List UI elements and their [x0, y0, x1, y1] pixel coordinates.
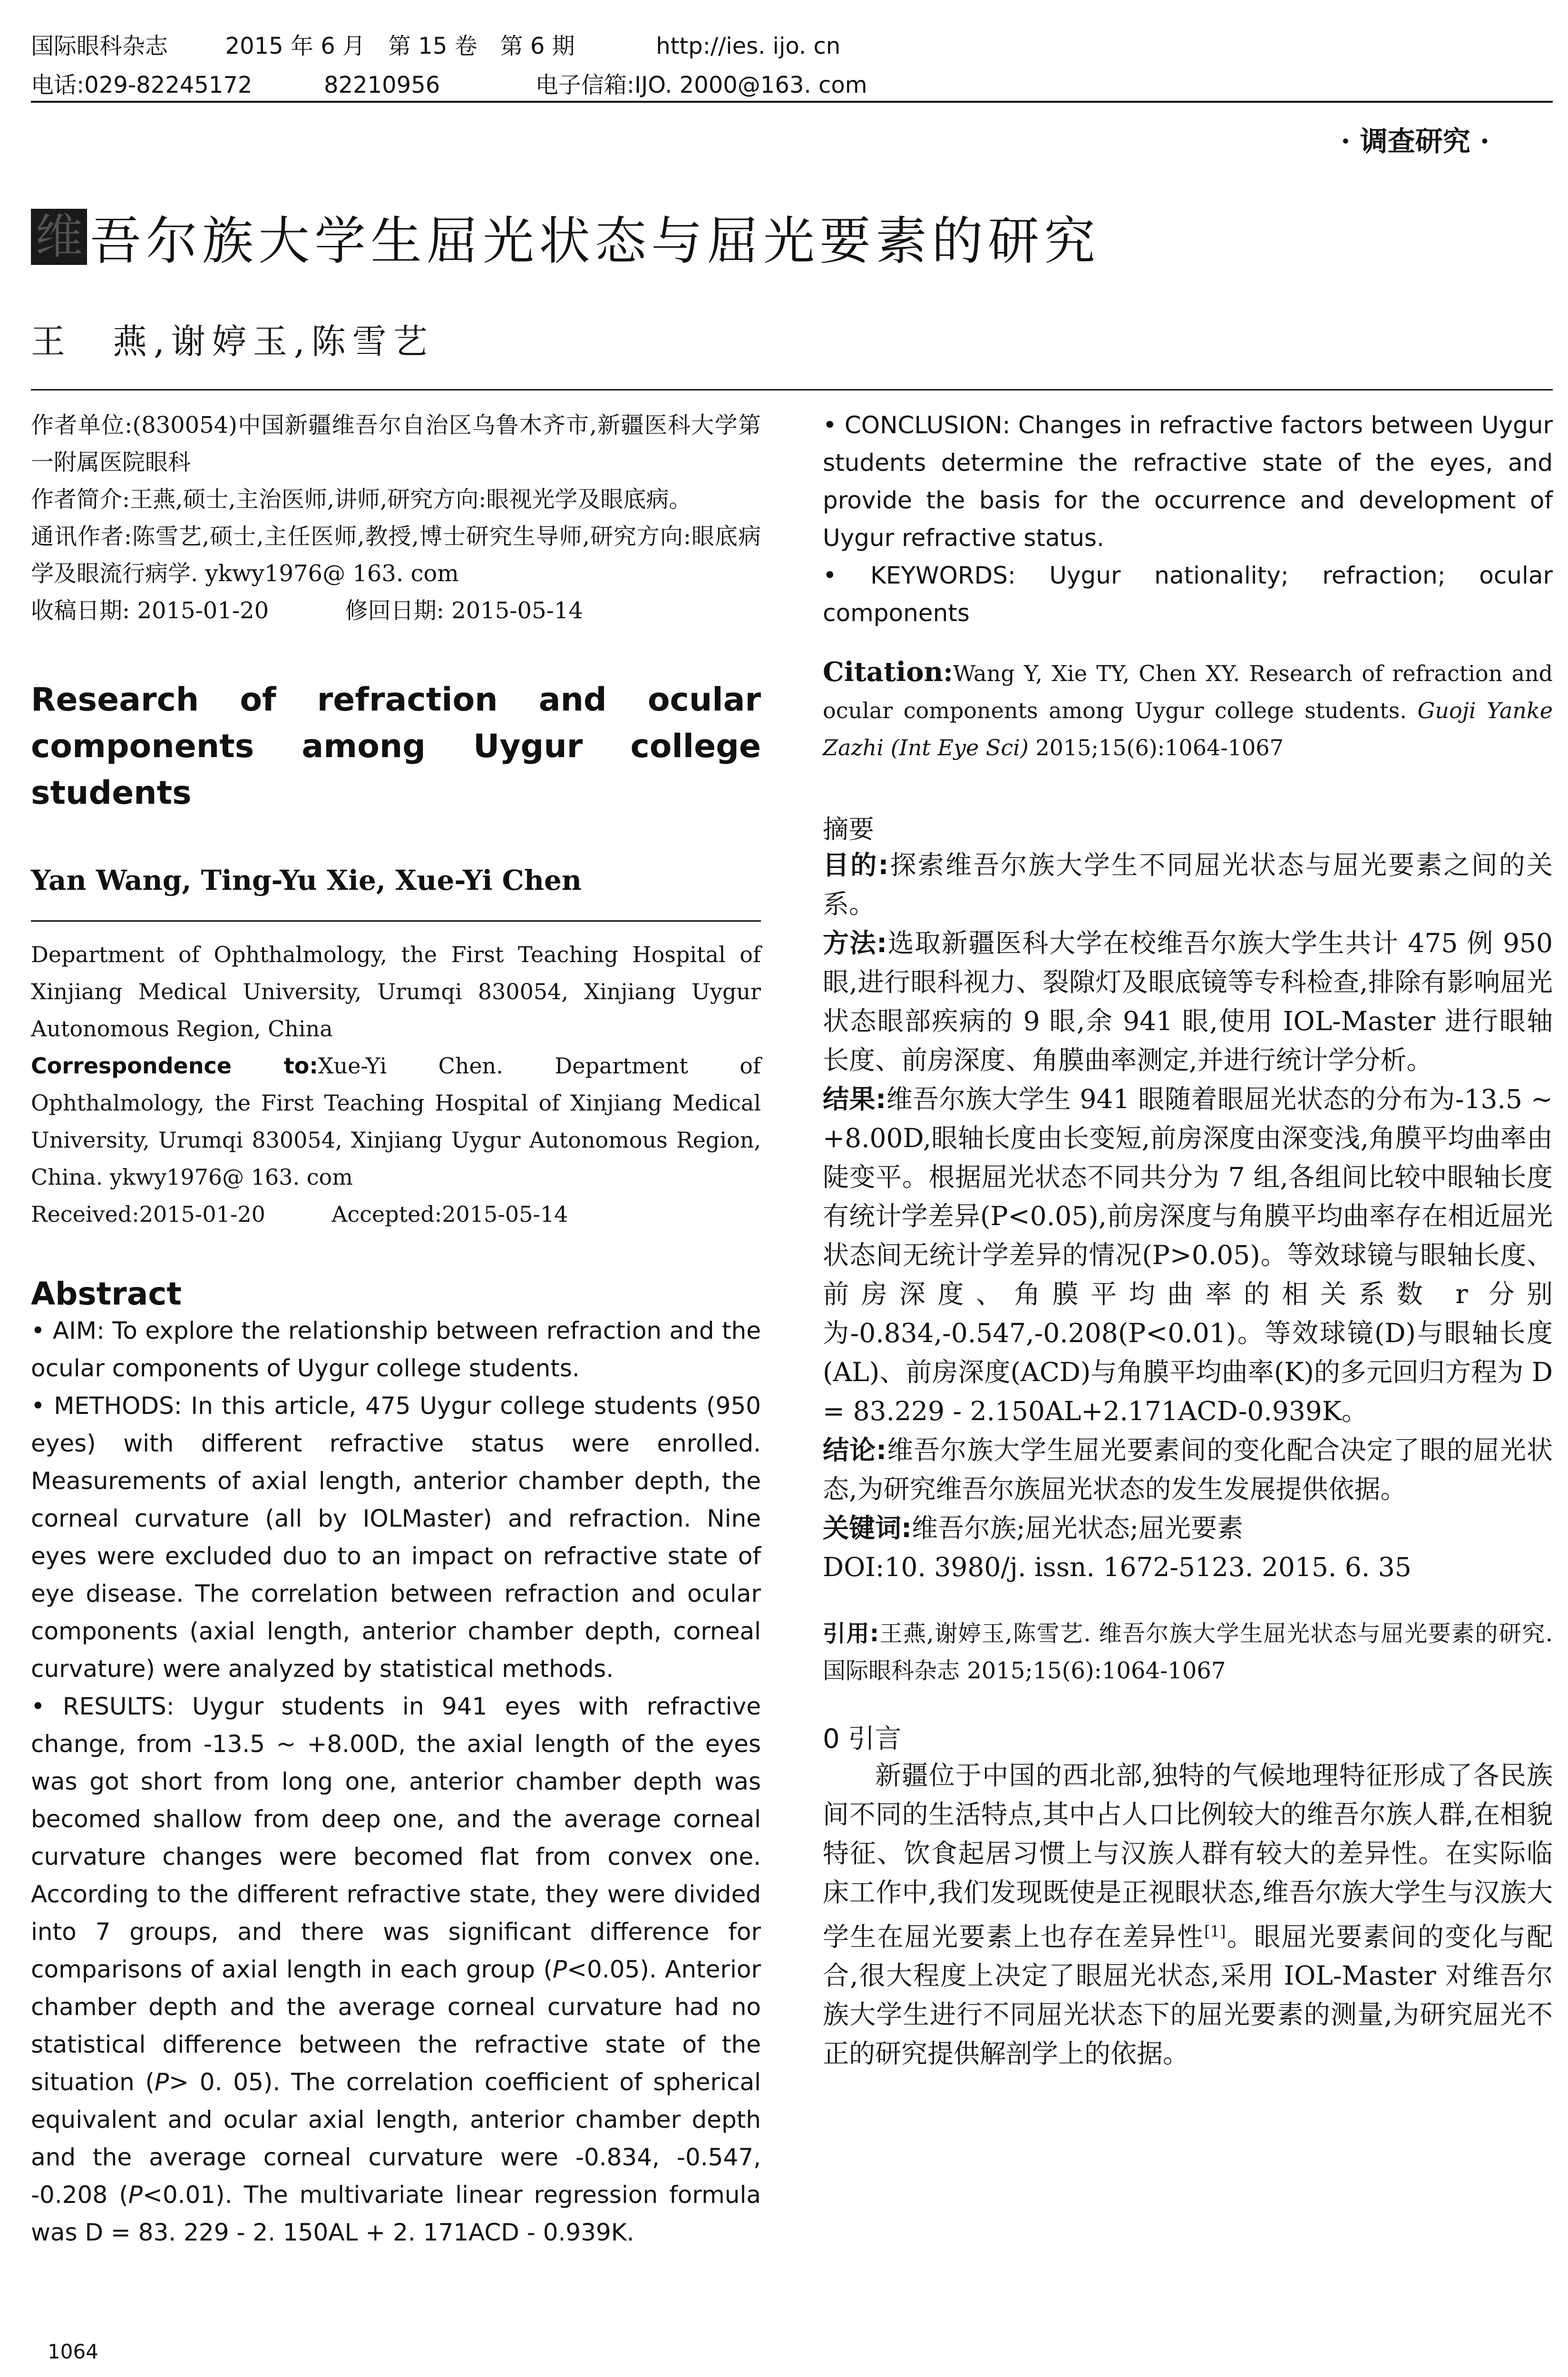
doi: DOI:10. 3980/j. issn. 1672-5123. 2015. 6. 35: [823, 1552, 1412, 1582]
conclusion-cn: 结论:维吾尔族大学生屈光要素间的变化配合决定了眼的屈光状态,为研究维吾尔族屈光状态的发生发展提供依据。: [823, 1435, 1553, 1504]
revised-cn: 修回日期: 2015-05-14: [345, 597, 583, 624]
authors-cn: 王 燕,谢婷玉,陈雪艺: [31, 321, 434, 361]
journal-header-line2: [31, 67, 867, 99]
citation-en: Citation:Wang Y, Xie TY, Chen XY. Research of refraction and ocular components among Uygur college students. Guoji Yanke Zazhi (Int Eye Sci) 2015;15(6):1064-1067: [823, 656, 1553, 760]
accepted-en: Accepted:2015-05-14: [331, 1201, 568, 1227]
correspondence-cn: 通讯作者:陈雪艺,硕士,主任医师,教授,博士研究生导师,研究方向:眼底病学及眼流行病学. ykwy1976@ 163. com: [31, 523, 761, 587]
title-text: 吾尔族大学生屈光状态与屈光要素的研究: [90, 212, 1101, 271]
intro-heading: 0 引言: [823, 1724, 902, 1754]
dates-en: [31, 1196, 761, 1233]
journal-phone2: 82210956: [323, 72, 440, 98]
citation-label: Citation:: [823, 656, 953, 688]
english-title: Research of refraction and ocular components among Uygur college students: [31, 681, 761, 812]
page-number: 1064: [48, 2340, 98, 2363]
dates-cn: [31, 592, 761, 629]
abstract-keywords: • KEYWORDS: Uygur nationality; refraction; ocular components: [823, 562, 1553, 627]
received-cn: 收稿日期: 2015-01-20: [31, 597, 269, 624]
correspondence-label: Correspondence to:: [31, 1053, 318, 1079]
received-en: Received:2015-01-20: [31, 1201, 265, 1227]
journal-header-line1: [31, 28, 840, 60]
methods-cn: 方法:选取新疆医科大学在校维吾尔族大学生共计 475 例 950 眼,进行眼科视力、裂隙灯及眼底镜等专科检查,排除有影响屈光状态眼部疾病的 9 眼,余 941 眼,使用 IOL-Master 进行眼轴长度、前房深度、角膜曲率测定,并进行统计学分析。: [823, 928, 1553, 1075]
abstract-aim: • AIM: To explore the relationship between refraction and the ocular components of Uygur college students.: [31, 1317, 761, 1382]
aim-cn: 目的:探索维吾尔族大学生不同屈光状态与屈光要素之间的关系。: [823, 850, 1553, 919]
keywords-cn: 关键词:维吾尔族;屈光状态;屈光要素: [823, 1513, 1244, 1543]
intro-paragraph: 新疆位于中国的西北部,独特的气候地理特征形成了各民族间不同的生活特点,其中占人口比例较大的维吾尔族人群,在相貌特征、饮食起居习惯上与汉族人群有较大的差异性。在实际临床工作中,我们发现既使是正视眼状态,维吾尔族大学生与汉族大学生在屈光要素上也存在差异性[1]。眼屈光要素间的变化与配合,很大程度上决定了眼屈光状态,采用 IOL-Master 对维吾尔族大学生进行不同屈光状态下的屈光要素的测量,为研究屈光不正的研究提供解剖学上的依据。: [823, 1760, 1553, 2069]
author-bio-cn: 作者简介:王燕,硕士,主治医师,讲师,研究方向:眼视光学及眼底病。: [31, 486, 692, 513]
left-column: [31, 407, 761, 2251]
journal-url[interactable]: http://ies. ijo. cn: [656, 33, 841, 59]
correspondence-text: Xue-Yi Chen. Department of Ophthalmology, the First Teaching Hospital of Xinjiang Medical University, Urumqi 830054, Xinjiang Uygur Autonomous Region, China. ykwy1976@ 163. com: [31, 1053, 761, 1190]
journal-email: 电子信箱:IJO. 2000@163. com: [535, 72, 867, 98]
journal-name: 国际眼科杂志: [31, 33, 168, 59]
right-column: [823, 407, 1553, 2073]
abstract-conclusion: • CONCLUSION: Changes in refractive factors between Uygur students determine the refractive state of the eyes, and provide the basis for the occurrence and development of Uygur refractive status.: [823, 411, 1553, 552]
abstract-heading: Abstract: [31, 1276, 182, 1312]
title-rule: [31, 389, 1553, 390]
header-rule: [31, 101, 1553, 103]
affiliation-en: Department of Ophthalmology, the First Teaching Hospital of Xinjiang Medical University, Urumqi 830054, Xinjiang Uygur Autonomous Region, China: [31, 942, 761, 1042]
citation-cn: 引用:王燕,谢婷玉,陈雪艺. 维吾尔族大学生屈光状态与屈光要素的研究. 国际眼科杂志 2015;15(6):1064-1067: [823, 1620, 1553, 1684]
journal-phone: 电话:029-82245172: [31, 72, 253, 98]
section-tag: · 调查研究 ·: [1341, 125, 1490, 157]
reference-marker[interactable]: [1]: [1204, 1922, 1226, 1940]
results-cn: 结果:维吾尔族大学生 941 眼随着眼屈光状态的分布为-13.5 ~ +8.00D,眼轴长度由长变短,前房深度由深变浅,角膜平均曲率由陡变平。根据屈光状态不同共分为 7 组,各组间比较中眼轴长度有统计学差异(P<0.05),前房深度与角膜平均曲率存在相近屈光状态间无统计学差异的情况(P>0.05)。等效球镜与眼轴长度、前房深度、角膜平均曲率的相关系数 r 分别为-0.834,-0.547,-0.208(P<0.01)。等效球镜(D)与眼轴长度(AL)、前房深度(ACD)与角膜平均曲率(K)的多元回归方程为 D = 83.229 - 2.150AL+2.171ACD-0.939K。: [823, 1084, 1553, 1426]
english-authors: Yan Wang, Ting-Yu Xie, Xue-Yi Chen: [31, 864, 582, 896]
citation-journal: Guoji Yanke Zazhi (Int Eye Sci): [823, 698, 1553, 760]
abstract-methods: • METHODS: In this article, 475 Uygur college students (950 eyes) with different refractive status were enrolled. Measurements of axial length, anterior chamber depth, the corneal curvature (all by IOLMaster) and refraction. Nine eyes were excluded duo to an impact on refractive state of eye disease. The correlation between refraction and ocular components (axial length, anterior chamber depth, corneal curvature) were analyzed by statistical methods.: [31, 1392, 761, 1683]
article-title: [31, 200, 1100, 273]
correspondence-en: [31, 1047, 761, 1196]
title-first-char-block: 维: [31, 209, 87, 265]
authors-rule: [31, 920, 761, 922]
journal-issue: 2015 年 6 月 第 15 卷 第 6 期: [225, 33, 575, 59]
abstract-cn-heading: 摘要: [823, 814, 874, 844]
affiliation-cn: 作者单位:(830054)中国新疆维吾尔自治区乌鲁木齐市,新疆医科大学第一附属医院眼科: [31, 412, 761, 476]
abstract-results: • RESULTS: Uygur students in 941 eyes with refractive change, from -13.5 ~ +8.00D, the axial length of the eyes was got short from long one, anterior chamber depth was becomed shallow from deep one, and the average corneal curvature changes were becomed flat from convex one. According to the different refractive state, they were divided into 7 groups, and there was significant difference for comparisons of axial length in each group (P<0.05). Anterior chamber depth and the average corneal curvature had no statistical difference between the refractive state of the situation (P> 0. 05). The correlation coefficient of spherical equivalent and ocular axial length, anterior chamber depth and the average corneal curvature were -0.834, -0.547, -0.208 (P<0.01). The multivariate linear regression formula was D = 83. 229 - 2. 150AL + 2. 171ACD - 0.939K.: [31, 1693, 761, 2246]
